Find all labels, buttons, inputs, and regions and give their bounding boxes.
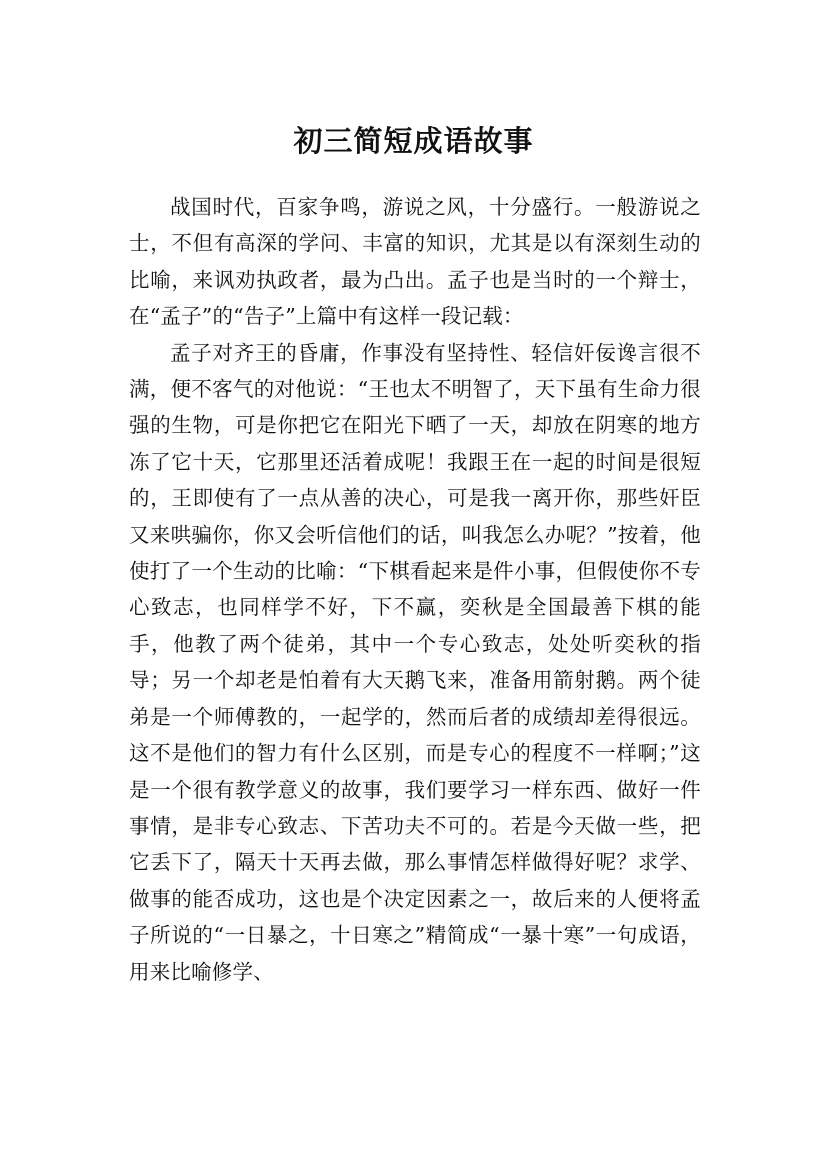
page-title: 初三简短成语故事 (293, 124, 534, 159)
paragraph-intro: 战国时代，百家争鸣，游说之风，十分盛行。一般游说之士，不但有高深的学问、丰富的知识，尤其是以有深刻生动的比喻，来讽劝执政者，最为凸出。孟子也是当时的一个辩士，在“孟子”的“告子”上篇中有这样一段记载： (129, 195, 701, 329)
paragraph-story: 孟子对齐王的昏庸，作事没有坚持性、轻信奸佞谗言很不满，便不客气的对他说：“王也太不明智了，天下虽有生命力很强的生物，可是你把它在阳光下晒了一天，却放在阴寒的地方冻了它十天，它那里还活着成呢！我跟王在一起的时间是很短的，王即使有了一点从善的决心，可是我一离开你，那些奸臣又来哄骗你，你又会听信他们的话，叫我怎么办呢？”按着，他使打了一个生动的比喻：“下棋看起来是件小事，但假使你不专心致志，也同样学不好，下不赢，奕秋是全国最善下棋的能手，他教了两个徒弟，其中一个专心致志，处处听奕秋的指导；另一个却老是怕着有大天鹅飞来，准备用箭射鹅。两个徒弟是一个师傅教的，一起学的，然而后者的成绩却差得很远。这不是他们的智力有什么区别，而是专心的程度不一样啊；”这是一个很有教学意义的故事，我们要学习一样东西、做好一件事情，是非专心致志、下苦功夫不可的。若是今天做一些，把它丢下了，隔天十天再去做，那么事情怎样做得好呢？求学、做事的能否成功，这也是个决定因素之一，故后来的人便将孟子所说的“一日暴之，十日寒之”精简成“一暴十寒”一句成语，用来比喻修学、 (129, 340, 701, 984)
document-body (129, 189, 701, 990)
